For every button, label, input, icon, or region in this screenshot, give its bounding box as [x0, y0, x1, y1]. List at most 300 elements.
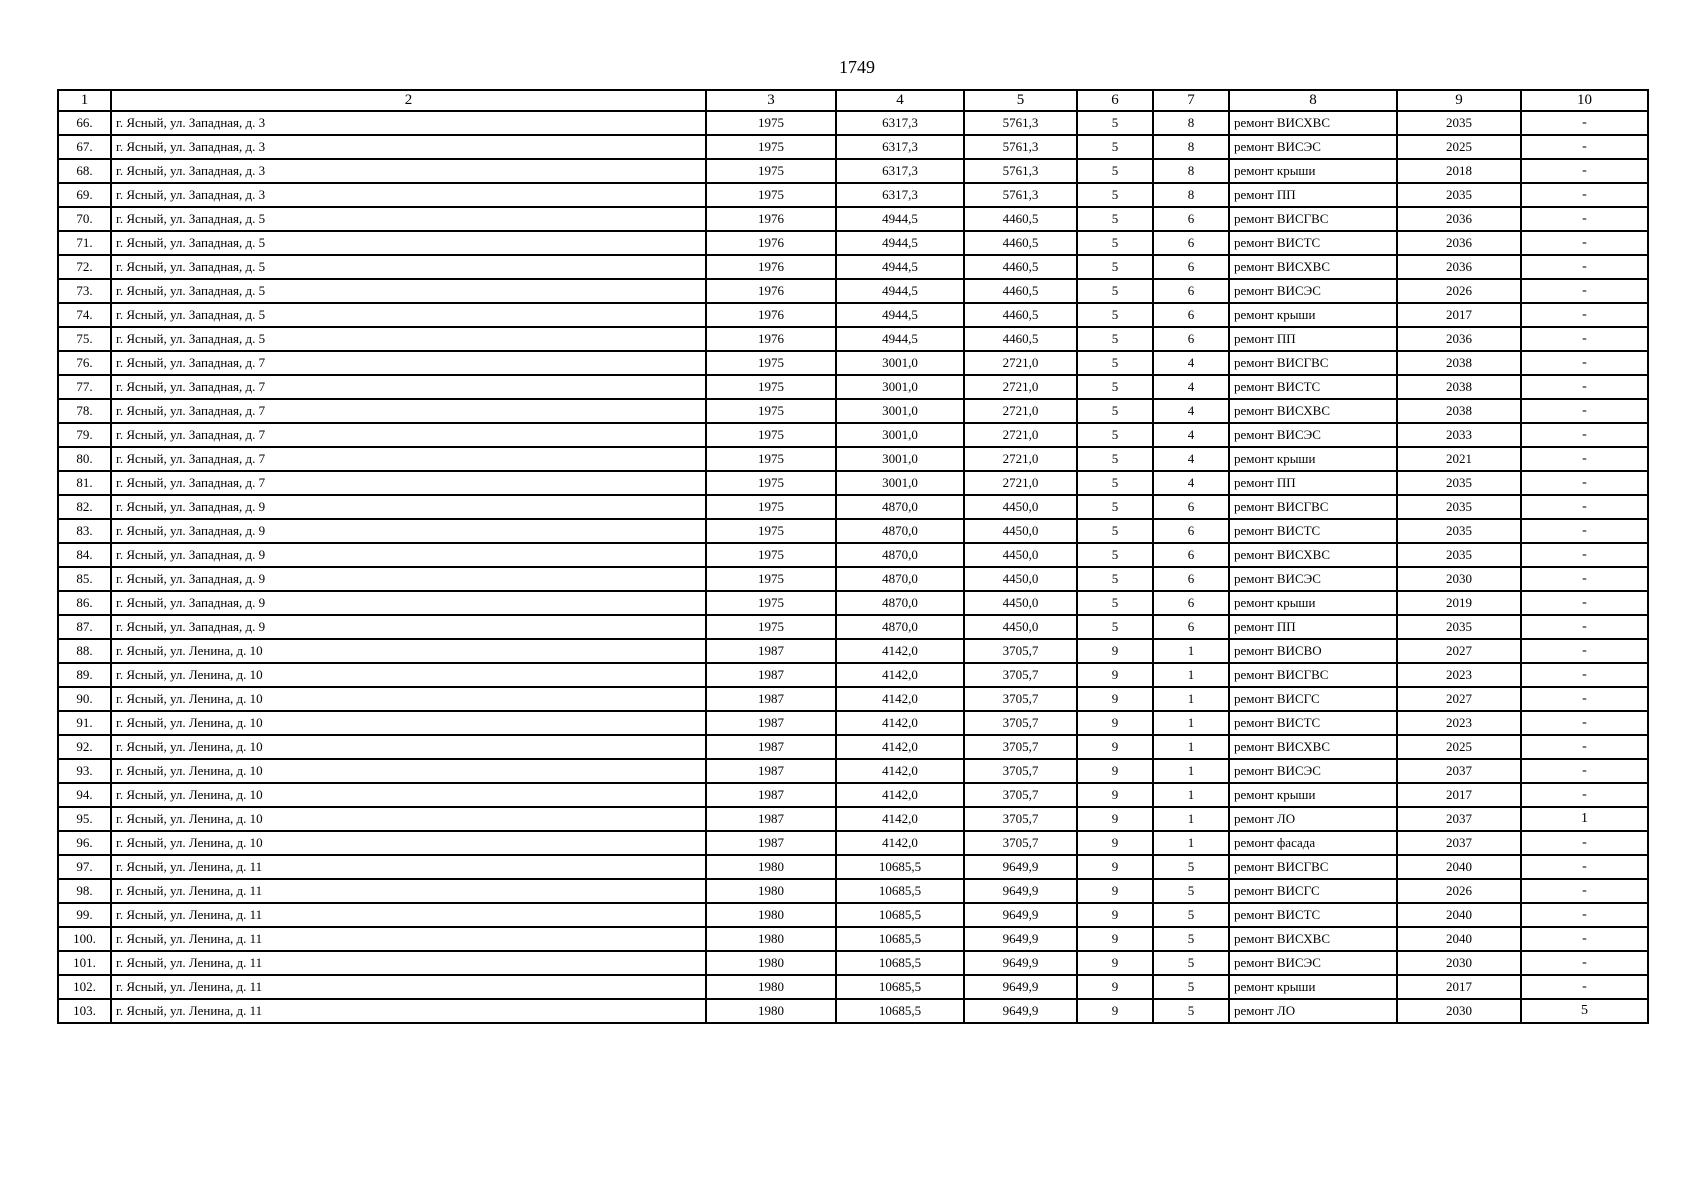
- floors-cell: 9: [1077, 807, 1153, 831]
- quantity-cell: -: [1521, 663, 1648, 687]
- year-built-cell: 1987: [706, 831, 836, 855]
- address-cell: г. Ясный, ул. Ленина, д. 10: [111, 735, 706, 759]
- year-built-cell: 1987: [706, 807, 836, 831]
- quantity-cell: -: [1521, 759, 1648, 783]
- floors-cell: 9: [1077, 663, 1153, 687]
- year-built-cell: 1975: [706, 615, 836, 639]
- year-built-cell: 1975: [706, 495, 836, 519]
- column-header: 7: [1153, 90, 1229, 111]
- quantity-cell: 5: [1521, 999, 1648, 1023]
- planned-year-cell: 2026: [1397, 879, 1521, 903]
- row-number-cell: 99.: [58, 903, 111, 927]
- row-number-cell: 71.: [58, 231, 111, 255]
- table-row: [58, 615, 1648, 639]
- work-type-cell: ремонт крыши: [1229, 591, 1397, 615]
- planned-year-cell: 2036: [1397, 255, 1521, 279]
- entrances-cell: 5: [1153, 975, 1229, 999]
- quantity-cell: -: [1521, 615, 1648, 639]
- entrances-cell: 4: [1153, 447, 1229, 471]
- total-area-cell: 10685,5: [836, 927, 964, 951]
- table-row: [58, 759, 1648, 783]
- work-type-cell: ремонт ВИСГС: [1229, 879, 1397, 903]
- total-area-cell: 10685,5: [836, 951, 964, 975]
- row-number-cell: 81.: [58, 471, 111, 495]
- living-area-cell: 3705,7: [964, 687, 1077, 711]
- work-type-cell: ремонт ВИСЭС: [1229, 423, 1397, 447]
- year-built-cell: 1975: [706, 351, 836, 375]
- table-row: [58, 519, 1648, 543]
- year-built-cell: 1975: [706, 159, 836, 183]
- total-area-cell: 3001,0: [836, 423, 964, 447]
- work-type-cell: ремонт ВИСХВС: [1229, 399, 1397, 423]
- table-body: [58, 111, 1648, 1023]
- planned-year-cell: 2025: [1397, 735, 1521, 759]
- year-built-cell: 1975: [706, 543, 836, 567]
- floors-cell: 5: [1077, 135, 1153, 159]
- total-area-cell: 3001,0: [836, 471, 964, 495]
- entrances-cell: 5: [1153, 879, 1229, 903]
- year-built-cell: 1987: [706, 711, 836, 735]
- planned-year-cell: 2040: [1397, 855, 1521, 879]
- planned-year-cell: 2017: [1397, 783, 1521, 807]
- year-built-cell: 1987: [706, 687, 836, 711]
- row-number-cell: 86.: [58, 591, 111, 615]
- address-cell: г. Ясный, ул. Западная, д. 7: [111, 471, 706, 495]
- address-cell: г. Ясный, ул. Западная, д. 3: [111, 159, 706, 183]
- year-built-cell: 1987: [706, 639, 836, 663]
- repair-schedule-table: [57, 89, 1649, 1024]
- quantity-cell: -: [1521, 327, 1648, 351]
- total-area-cell: 4870,0: [836, 495, 964, 519]
- work-type-cell: ремонт ПП: [1229, 327, 1397, 351]
- quantity-cell: -: [1521, 855, 1648, 879]
- living-area-cell: 4460,5: [964, 279, 1077, 303]
- entrances-cell: 5: [1153, 951, 1229, 975]
- floors-cell: 5: [1077, 615, 1153, 639]
- quantity-cell: -: [1521, 375, 1648, 399]
- address-cell: г. Ясный, ул. Ленина, д. 11: [111, 975, 706, 999]
- row-number-cell: 68.: [58, 159, 111, 183]
- total-area-cell: 4870,0: [836, 591, 964, 615]
- row-number-cell: 85.: [58, 567, 111, 591]
- floors-cell: 9: [1077, 855, 1153, 879]
- total-area-cell: 6317,3: [836, 111, 964, 135]
- quantity-cell: -: [1521, 399, 1648, 423]
- row-number-cell: 90.: [58, 687, 111, 711]
- quantity-cell: -: [1521, 159, 1648, 183]
- address-cell: г. Ясный, ул. Западная, д. 9: [111, 591, 706, 615]
- work-type-cell: ремонт ВИСГВС: [1229, 663, 1397, 687]
- year-built-cell: 1976: [706, 303, 836, 327]
- living-area-cell: 4450,0: [964, 615, 1077, 639]
- work-type-cell: ремонт ВИСХВС: [1229, 111, 1397, 135]
- living-area-cell: 2721,0: [964, 399, 1077, 423]
- living-area-cell: 5761,3: [964, 159, 1077, 183]
- row-number-cell: 95.: [58, 807, 111, 831]
- floors-cell: 9: [1077, 711, 1153, 735]
- table-row: [58, 255, 1648, 279]
- row-number-cell: 83.: [58, 519, 111, 543]
- floors-cell: 9: [1077, 687, 1153, 711]
- table-row: [58, 903, 1648, 927]
- year-built-cell: 1980: [706, 903, 836, 927]
- year-built-cell: 1987: [706, 663, 836, 687]
- living-area-cell: 3705,7: [964, 807, 1077, 831]
- address-cell: г. Ясный, ул. Ленина, д. 11: [111, 999, 706, 1023]
- address-cell: г. Ясный, ул. Ленина, д. 10: [111, 639, 706, 663]
- entrances-cell: 6: [1153, 327, 1229, 351]
- work-type-cell: ремонт крыши: [1229, 975, 1397, 999]
- total-area-cell: 6317,3: [836, 159, 964, 183]
- column-header: 4: [836, 90, 964, 111]
- address-cell: г. Ясный, ул. Западная, д. 7: [111, 375, 706, 399]
- row-number-cell: 73.: [58, 279, 111, 303]
- living-area-cell: 3705,7: [964, 735, 1077, 759]
- row-number-cell: 79.: [58, 423, 111, 447]
- row-number-cell: 77.: [58, 375, 111, 399]
- table-row: [58, 495, 1648, 519]
- address-cell: г. Ясный, ул. Западная, д. 5: [111, 207, 706, 231]
- planned-year-cell: 2033: [1397, 423, 1521, 447]
- living-area-cell: 4450,0: [964, 543, 1077, 567]
- total-area-cell: 4944,5: [836, 303, 964, 327]
- work-type-cell: ремонт ВИСГВС: [1229, 495, 1397, 519]
- address-cell: г. Ясный, ул. Ленина, д. 10: [111, 663, 706, 687]
- entrances-cell: 4: [1153, 423, 1229, 447]
- planned-year-cell: 2038: [1397, 399, 1521, 423]
- table-row: [58, 159, 1648, 183]
- column-header: 8: [1229, 90, 1397, 111]
- total-area-cell: 4944,5: [836, 255, 964, 279]
- living-area-cell: 5761,3: [964, 135, 1077, 159]
- living-area-cell: 2721,0: [964, 375, 1077, 399]
- table-row: [58, 351, 1648, 375]
- address-cell: г. Ясный, ул. Западная, д. 9: [111, 615, 706, 639]
- table-row: [58, 927, 1648, 951]
- work-type-cell: ремонт ПП: [1229, 183, 1397, 207]
- work-type-cell: ремонт ВИСЭС: [1229, 279, 1397, 303]
- work-type-cell: ремонт ВИСГВС: [1229, 207, 1397, 231]
- floors-cell: 5: [1077, 111, 1153, 135]
- entrances-cell: 4: [1153, 351, 1229, 375]
- work-type-cell: ремонт крыши: [1229, 447, 1397, 471]
- planned-year-cell: 2035: [1397, 495, 1521, 519]
- address-cell: г. Ясный, ул. Западная, д. 5: [111, 255, 706, 279]
- year-built-cell: 1976: [706, 255, 836, 279]
- row-number-cell: 76.: [58, 351, 111, 375]
- planned-year-cell: 2037: [1397, 759, 1521, 783]
- planned-year-cell: 2017: [1397, 975, 1521, 999]
- entrances-cell: 6: [1153, 207, 1229, 231]
- entrances-cell: 8: [1153, 159, 1229, 183]
- row-number-cell: 87.: [58, 615, 111, 639]
- planned-year-cell: 2035: [1397, 519, 1521, 543]
- planned-year-cell: 2030: [1397, 567, 1521, 591]
- year-built-cell: 1975: [706, 183, 836, 207]
- address-cell: г. Ясный, ул. Ленина, д. 11: [111, 927, 706, 951]
- living-area-cell: 4450,0: [964, 495, 1077, 519]
- entrances-cell: 8: [1153, 135, 1229, 159]
- living-area-cell: 2721,0: [964, 447, 1077, 471]
- year-built-cell: 1975: [706, 471, 836, 495]
- quantity-cell: -: [1521, 351, 1648, 375]
- floors-cell: 9: [1077, 927, 1153, 951]
- floors-cell: 5: [1077, 591, 1153, 615]
- planned-year-cell: 2025: [1397, 135, 1521, 159]
- table-row: [58, 567, 1648, 591]
- quantity-cell: -: [1521, 543, 1648, 567]
- column-header: 10: [1521, 90, 1648, 111]
- entrances-cell: 6: [1153, 567, 1229, 591]
- work-type-cell: ремонт ВИСТС: [1229, 375, 1397, 399]
- row-number-cell: 78.: [58, 399, 111, 423]
- column-header: 3: [706, 90, 836, 111]
- floors-cell: 9: [1077, 783, 1153, 807]
- living-area-cell: 9649,9: [964, 999, 1077, 1023]
- floors-cell: 5: [1077, 303, 1153, 327]
- total-area-cell: 6317,3: [836, 183, 964, 207]
- total-area-cell: 3001,0: [836, 447, 964, 471]
- planned-year-cell: 2040: [1397, 927, 1521, 951]
- planned-year-cell: 2030: [1397, 951, 1521, 975]
- year-built-cell: 1980: [706, 951, 836, 975]
- planned-year-cell: 2027: [1397, 639, 1521, 663]
- entrances-cell: 6: [1153, 615, 1229, 639]
- column-header: 9: [1397, 90, 1521, 111]
- work-type-cell: ремонт ВИСТС: [1229, 903, 1397, 927]
- floors-cell: 9: [1077, 951, 1153, 975]
- year-built-cell: 1975: [706, 591, 836, 615]
- quantity-cell: -: [1521, 879, 1648, 903]
- year-built-cell: 1976: [706, 231, 836, 255]
- total-area-cell: 3001,0: [836, 399, 964, 423]
- floors-cell: 5: [1077, 495, 1153, 519]
- address-cell: г. Ясный, ул. Ленина, д. 10: [111, 807, 706, 831]
- entrances-cell: 5: [1153, 999, 1229, 1023]
- total-area-cell: 10685,5: [836, 903, 964, 927]
- floors-cell: 9: [1077, 639, 1153, 663]
- row-number-cell: 82.: [58, 495, 111, 519]
- total-area-cell: 4142,0: [836, 735, 964, 759]
- table-row: [58, 807, 1648, 831]
- quantity-cell: -: [1521, 255, 1648, 279]
- address-cell: г. Ясный, ул. Ленина, д. 10: [111, 759, 706, 783]
- year-built-cell: 1980: [706, 975, 836, 999]
- planned-year-cell: 2026: [1397, 279, 1521, 303]
- table-row: [58, 687, 1648, 711]
- table-row: [58, 711, 1648, 735]
- table-row: [58, 735, 1648, 759]
- year-built-cell: 1980: [706, 879, 836, 903]
- table-row: [58, 951, 1648, 975]
- quantity-cell: -: [1521, 735, 1648, 759]
- total-area-cell: 4142,0: [836, 807, 964, 831]
- year-built-cell: 1976: [706, 327, 836, 351]
- entrances-cell: 4: [1153, 399, 1229, 423]
- table-row: [58, 399, 1648, 423]
- quantity-cell: -: [1521, 231, 1648, 255]
- year-built-cell: 1975: [706, 135, 836, 159]
- work-type-cell: ремонт ВИСГС: [1229, 687, 1397, 711]
- column-header: 5: [964, 90, 1077, 111]
- row-number-cell: 89.: [58, 663, 111, 687]
- work-type-cell: ремонт ПП: [1229, 615, 1397, 639]
- address-cell: г. Ясный, ул. Западная, д. 9: [111, 495, 706, 519]
- row-number-cell: 80.: [58, 447, 111, 471]
- row-number-cell: 70.: [58, 207, 111, 231]
- address-cell: г. Ясный, ул. Ленина, д. 10: [111, 831, 706, 855]
- table-row: [58, 975, 1648, 999]
- row-number-cell: 66.: [58, 111, 111, 135]
- address-cell: г. Ясный, ул. Ленина, д. 11: [111, 903, 706, 927]
- quantity-cell: -: [1521, 903, 1648, 927]
- page-number: 1749: [839, 57, 875, 77]
- entrances-cell: 6: [1153, 543, 1229, 567]
- living-area-cell: 4450,0: [964, 519, 1077, 543]
- table-row: [58, 999, 1648, 1023]
- table-row: [58, 183, 1648, 207]
- total-area-cell: 3001,0: [836, 375, 964, 399]
- table-row: [58, 231, 1648, 255]
- living-area-cell: 3705,7: [964, 711, 1077, 735]
- table-row: [58, 111, 1648, 135]
- floors-cell: 5: [1077, 255, 1153, 279]
- planned-year-cell: 2035: [1397, 471, 1521, 495]
- year-built-cell: 1980: [706, 855, 836, 879]
- quantity-cell: -: [1521, 111, 1648, 135]
- table-row: [58, 471, 1648, 495]
- floors-cell: 9: [1077, 879, 1153, 903]
- table-row: [58, 447, 1648, 471]
- table-row: [58, 831, 1648, 855]
- table-row: [58, 327, 1648, 351]
- entrances-cell: 1: [1153, 807, 1229, 831]
- quantity-cell: -: [1521, 135, 1648, 159]
- row-number-cell: 97.: [58, 855, 111, 879]
- quantity-cell: -: [1521, 687, 1648, 711]
- floors-cell: 5: [1077, 399, 1153, 423]
- row-number-cell: 94.: [58, 783, 111, 807]
- work-type-cell: ремонт ВИСТС: [1229, 711, 1397, 735]
- entrances-cell: 6: [1153, 591, 1229, 615]
- floors-cell: 5: [1077, 447, 1153, 471]
- planned-year-cell: 2018: [1397, 159, 1521, 183]
- row-number-cell: 96.: [58, 831, 111, 855]
- work-type-cell: ремонт ВИСГВС: [1229, 351, 1397, 375]
- row-number-cell: 102.: [58, 975, 111, 999]
- entrances-cell: 5: [1153, 927, 1229, 951]
- work-type-cell: ремонт ЛО: [1229, 999, 1397, 1023]
- year-built-cell: 1975: [706, 423, 836, 447]
- table-row: [58, 639, 1648, 663]
- row-number-cell: 75.: [58, 327, 111, 351]
- entrances-cell: 4: [1153, 471, 1229, 495]
- quantity-cell: -: [1521, 975, 1648, 999]
- entrances-cell: 1: [1153, 687, 1229, 711]
- entrances-cell: 1: [1153, 831, 1229, 855]
- work-type-cell: ремонт ВИСВО: [1229, 639, 1397, 663]
- address-cell: г. Ясный, ул. Западная, д. 7: [111, 447, 706, 471]
- total-area-cell: 4142,0: [836, 711, 964, 735]
- address-cell: г. Ясный, ул. Западная, д. 3: [111, 183, 706, 207]
- total-area-cell: 10685,5: [836, 879, 964, 903]
- quantity-cell: -: [1521, 447, 1648, 471]
- table-row: [58, 663, 1648, 687]
- total-area-cell: 4870,0: [836, 543, 964, 567]
- floors-cell: 5: [1077, 159, 1153, 183]
- row-number-cell: 101.: [58, 951, 111, 975]
- row-number-cell: 103.: [58, 999, 111, 1023]
- planned-year-cell: 2035: [1397, 183, 1521, 207]
- column-header: 1: [58, 90, 111, 111]
- total-area-cell: 4142,0: [836, 639, 964, 663]
- planned-year-cell: 2035: [1397, 543, 1521, 567]
- total-area-cell: 4870,0: [836, 519, 964, 543]
- quantity-cell: -: [1521, 711, 1648, 735]
- living-area-cell: 3705,7: [964, 759, 1077, 783]
- planned-year-cell: 2035: [1397, 111, 1521, 135]
- planned-year-cell: 2040: [1397, 903, 1521, 927]
- address-cell: г. Ясный, ул. Западная, д. 9: [111, 519, 706, 543]
- entrances-cell: 6: [1153, 231, 1229, 255]
- address-cell: г. Ясный, ул. Западная, д. 9: [111, 543, 706, 567]
- living-area-cell: 5761,3: [964, 111, 1077, 135]
- address-cell: г. Ясный, ул. Ленина, д. 10: [111, 687, 706, 711]
- row-number-cell: 88.: [58, 639, 111, 663]
- row-number-cell: 92.: [58, 735, 111, 759]
- floors-cell: 9: [1077, 975, 1153, 999]
- planned-year-cell: 2036: [1397, 327, 1521, 351]
- floors-cell: 5: [1077, 423, 1153, 447]
- table-row: [58, 879, 1648, 903]
- quantity-cell: -: [1521, 951, 1648, 975]
- year-built-cell: 1980: [706, 927, 836, 951]
- table-row: [58, 855, 1648, 879]
- planned-year-cell: 2023: [1397, 663, 1521, 687]
- living-area-cell: 4450,0: [964, 567, 1077, 591]
- living-area-cell: 9649,9: [964, 903, 1077, 927]
- column-header: 2: [111, 90, 706, 111]
- planned-year-cell: 2038: [1397, 351, 1521, 375]
- address-cell: г. Ясный, ул. Западная, д. 9: [111, 567, 706, 591]
- entrances-cell: 8: [1153, 183, 1229, 207]
- quantity-cell: -: [1521, 207, 1648, 231]
- quantity-cell: -: [1521, 183, 1648, 207]
- address-cell: г. Ясный, ул. Ленина, д. 11: [111, 951, 706, 975]
- quantity-cell: -: [1521, 639, 1648, 663]
- floors-cell: 5: [1077, 231, 1153, 255]
- planned-year-cell: 2038: [1397, 375, 1521, 399]
- year-built-cell: 1987: [706, 759, 836, 783]
- planned-year-cell: 2021: [1397, 447, 1521, 471]
- work-type-cell: ремонт ВИСТС: [1229, 519, 1397, 543]
- row-number-cell: 67.: [58, 135, 111, 159]
- work-type-cell: ремонт фасада: [1229, 831, 1397, 855]
- entrances-cell: 1: [1153, 759, 1229, 783]
- year-built-cell: 1980: [706, 999, 836, 1023]
- living-area-cell: 4460,5: [964, 207, 1077, 231]
- planned-year-cell: 2036: [1397, 231, 1521, 255]
- total-area-cell: 4142,0: [836, 831, 964, 855]
- work-type-cell: ремонт ВИСЭС: [1229, 567, 1397, 591]
- floors-cell: 5: [1077, 183, 1153, 207]
- total-area-cell: 10685,5: [836, 855, 964, 879]
- year-built-cell: 1976: [706, 279, 836, 303]
- planned-year-cell: 2019: [1397, 591, 1521, 615]
- year-built-cell: 1975: [706, 111, 836, 135]
- living-area-cell: 9649,9: [964, 879, 1077, 903]
- planned-year-cell: 2035: [1397, 615, 1521, 639]
